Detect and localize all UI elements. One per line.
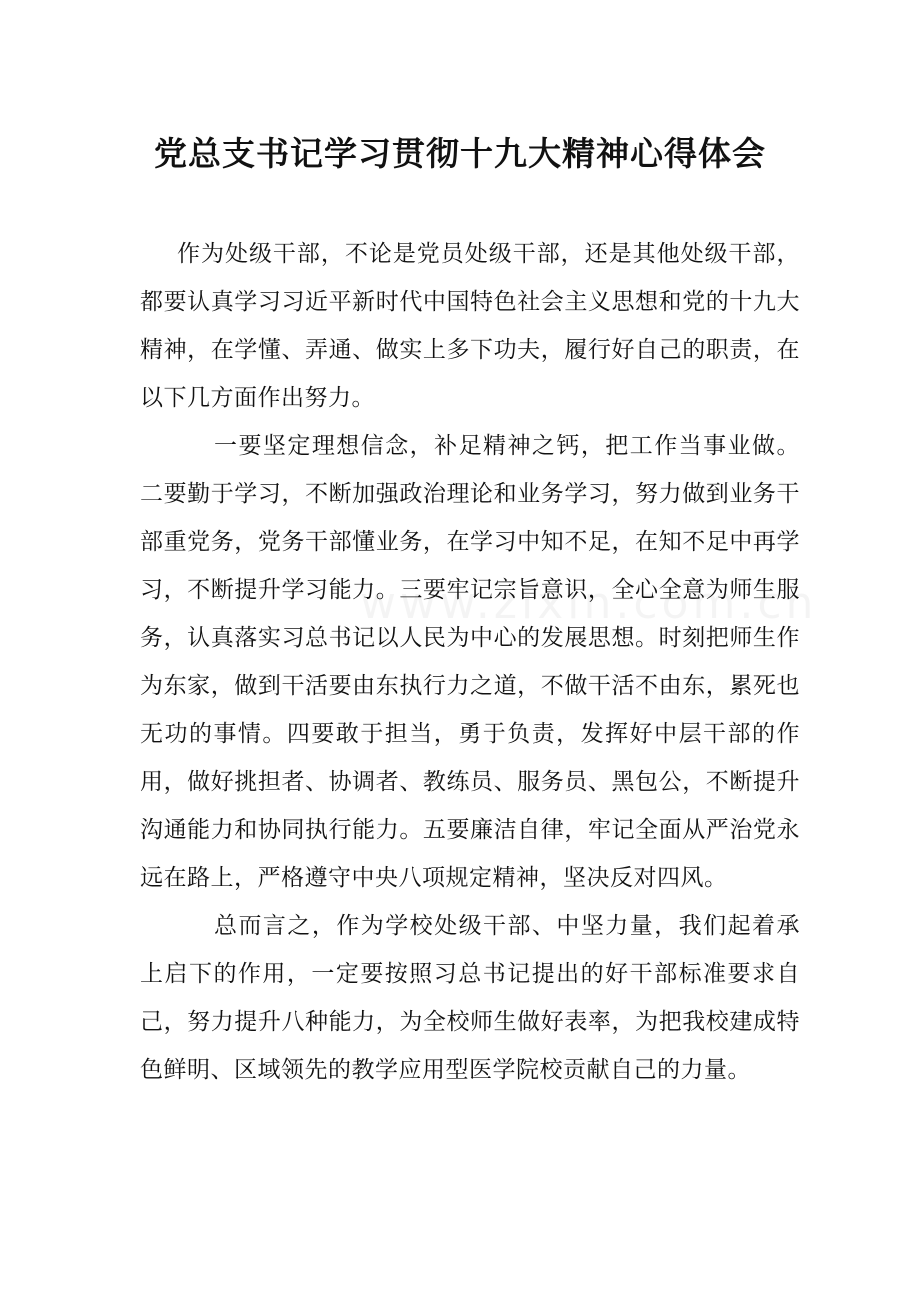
paragraph-conclusion: 总而言之，作为学校处级干部、中坚力量，我们起着承上启下的作用，一定要按照习总书记提出的好干部标准要求自己，努力提升八种能力，为全校师生做好表率，为把我校建成特色鲜明、区域领先的教学应用型医学院校贡献自己的力量。	[140, 913, 800, 1083]
paragraph-intro: 作为处级干部，不论是党员处级干部，还是其他处级干部，都要认真学习习近平新时代中国特色社会主义思想和党的十九大精神，在学懂、弄通、做实上多下功夫，履行好自己的职责，在以下几方面作出努力。	[140, 241, 800, 411]
document-title: 党总支书记学习贯彻十九大精神心得体会	[154, 134, 766, 173]
document-body	[140, 230, 800, 1094]
paragraph-requirements: 一要坚定理想信念，补足精神之钙，把工作当事业做。二要勤于学习，不断加强政治理论和业务学习，努力做到业务干部重党务，党务干部懂业务，在学习中知不足，在知不足中再学习，不断提升学习能力。三要牢记宗旨意识，全心全意为师生服务，认真落实习总书记以人民为中心的发展思想。时刻把师生作为东家，做到干活要由东执行力之道，不做干活不由东，累死也无功的事情。四要敢于担当，勇于负责，发挥好中层干部的作用，做好挑担者、协调者、教练员、服务员、黑包公，不断提升沟通能力和协同执行能力。五要廉洁自律，牢记全面从严治党永远在路上，严格遵守中央八项规定精神，坚决反对四风。	[140, 433, 800, 891]
